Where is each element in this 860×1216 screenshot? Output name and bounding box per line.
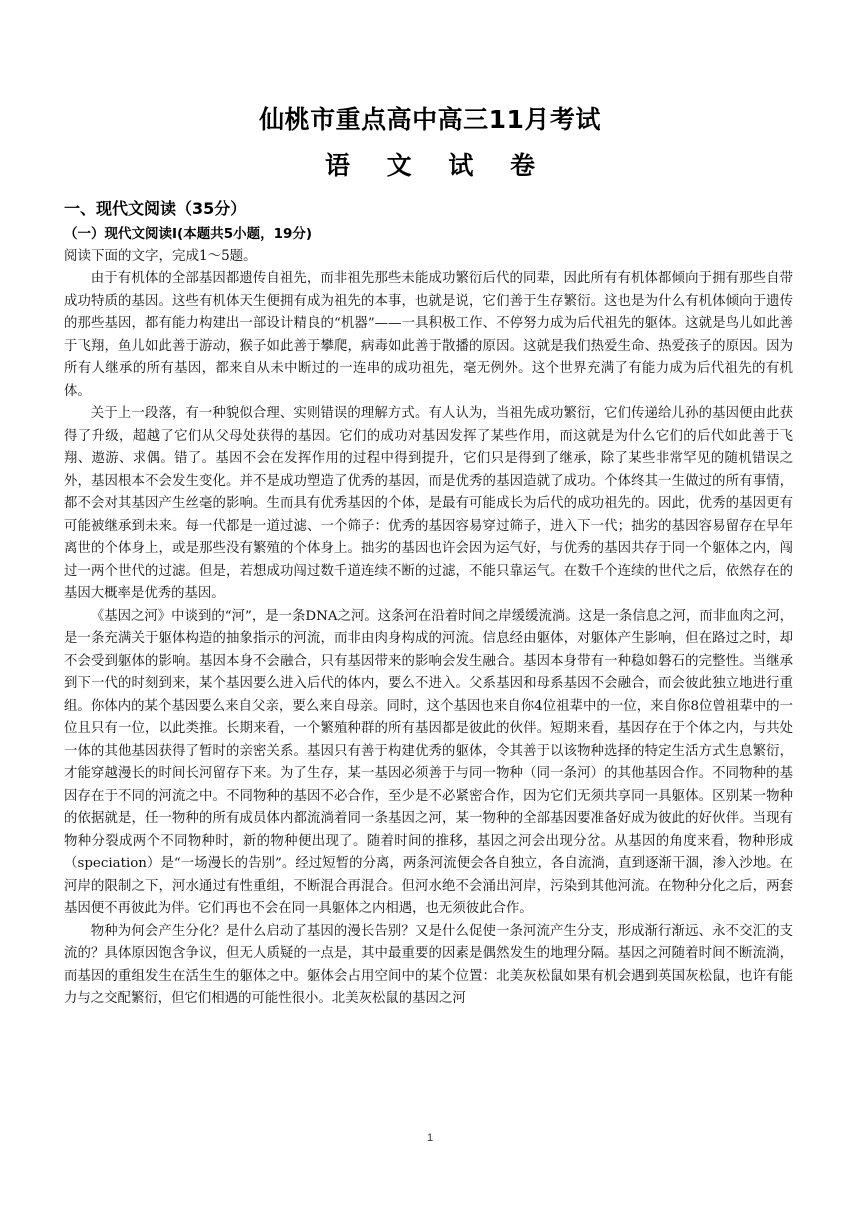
section-heading: 一、现代文阅读（35分） bbox=[64, 199, 247, 218]
page-number: 1 bbox=[426, 1132, 434, 1144]
reading-instruction: 阅读下面的文字，完成1～5题。 bbox=[64, 248, 257, 264]
reading-passage bbox=[64, 268, 793, 1011]
passage-paragraph: 关于上一段落，有一种貌似合理、实则错误的理解方式。有人认为，当祖先成功繁衍，它们传递给儿孙的基因便由此获得了升级，超越了它们从父母处获得的基因。它们的成功对基因发挥了某些作用，而这就是为什么它们的后代如此善于飞翔、遨游、求偶。错了。基因不会在发挥作用的过程中得到提升，它们只是得到了继承，除了某些非常罕见的随机错误之外，基因根本不会发生变化。并不是成功塑造了优秀的基因，而是优秀的基因造就了成功。个体终其一生做过的所有事情，都不会对其基因产生丝毫的影响。生而具有优秀基因的个体，是最有可能成长为后代的成功祖先的。因此，优秀的基因更有可能被继承到未来。每一代都是一道过滤、一个筛子：优秀的基因容易穿过筛子，进入下一代；拙劣的基因容易留存在早年离世的个体身上，或是那些没有繁殖的个体身上。拙劣的基因也许会因为运气好，与优秀的基因共存于同一个躯体之内，闯过一两个世代的过滤。但是，若想成功闯过数千道连续不断的过滤，不能只靠运气。在数千个连续的世代之后，依然存在的基因大概率是优秀的基因。 bbox=[64, 406, 793, 601]
passage-paragraph: 《基因之河》中谈到的“河”，是一条DNA之河。这条河在沿着时间之岸缓缓流淌。这是一条信息之河，而非血肉之河，是一条充满关于躯体构造的抽象指示的河流，而非由肉身构成的河流。信息经由躯体，对躯体产生影响，但在路过之时，却不会受到躯体的影响。基因本身不会融合，只有基因带来的影响会发生融合。基因本身带有一种稳如磐石的完整性。当继承到下一代的时刻到来，某个基因要么进入后代的体内，要么不进入。父系基因和母系基因不会融合，而会彼此独立地进行重组。你体内的某个基因要么来自父亲，要么来自母亲。同时，这个基因也来自你4位祖辈中的一位，来自你8位曾祖辈中的一位且只有一位，以此类推。长期来看，一个繁殖种群的所有基因都是彼此的伙伴。短期来看，基因存在于个体之内，与共处一体的其他基因获得了暂时的亲密关系。基因只有善于构建优秀的躯体，令其善于以该物种选择的特定生活方式生息繁衍，才能穿越漫长的时间长河留存下来。为了生存，某一基因必须善于与同一物种（同一条河）的其他基因合作。不同物种的基因存在于不同的河流之中。不同物种的基因不必合作，至少是不必紧密合作，因为它们无须共享同一具躯体。区别某一物种的依据就是，任一物种的所有成员体内都流淌着同一条基因之河，某一物种的全部基因要准备好成为彼此的好伙伴。当现有物种分裂成两个不同物种时，新的物种便出现了。随着时间的推移，基因之河会出现分岔。从基因的角度来看，物种形成（speciation）是“一场漫长的告别”。经过短暂的分离，两条河流便会各自独立，各自流淌，直到逐渐干涸，渗入沙地。在河岸的限制之下，河水通过有性重组，不断混合再混合。但河水绝不会涌出河岸，污染到其他河流。在物种分化之后，两套基因便不再彼此为伴。它们再也不会在同一具躯体之内相遇，也无须彼此合作。 bbox=[64, 608, 793, 916]
passage-paragraph: 由于有机体的全部基因都遗传自祖先，而非祖先那些未能成功繁衍后代的同辈，因此所有有机体都倾向于拥有那些自带成功特质的基因。这些有机体天生便拥有成为祖先的本事，也就是说，它们善于生存繁衍。这也是为什么有机体倾向于遗传的那些基因，都有能力构建出一部设计精良的“机器”——一具积极工作、不停努力成为后代祖先的躯体。这就是鸟儿如此善于飞翔，鱼儿如此善于游动，猴子如此善于攀爬，病毒如此善于散播的原因。这就是我们热爱生命、热爱孩子的原因。因为所有人继承的所有基因，都来自从未中断过的一连串的成功祖先，毫无例外。这个世界充满了有能力成为后代祖先的有机体。 bbox=[64, 271, 793, 399]
section-subheading: （一）现代文阅读I(本题共5小题，19分) bbox=[64, 226, 313, 242]
exam-subtitle: 语 文 试 卷 bbox=[324, 151, 550, 180]
exam-title: 仙桃市重点高中高三11月考试 bbox=[259, 105, 601, 134]
passage-paragraph: 物种为何会产生分化？是什么启动了基因的漫长告别？又是什么促使一条河流产生分支，形成渐行渐远、永不交汇的支流的？具体原因饱含争议，但无人质疑的一点是，其中最重要的因素是偶然发生的地理分隔。基因之河随着时间不断流淌，而基因的重组发生在活生生的躯体之中。躯体会占用空间中的某个位置：北美灰松鼠如果有机会遇到英国灰松鼠，也许有能力与之交配繁衍，但它们相遇的可能性很小。北美灰松鼠的基因之河 bbox=[64, 923, 793, 1006]
